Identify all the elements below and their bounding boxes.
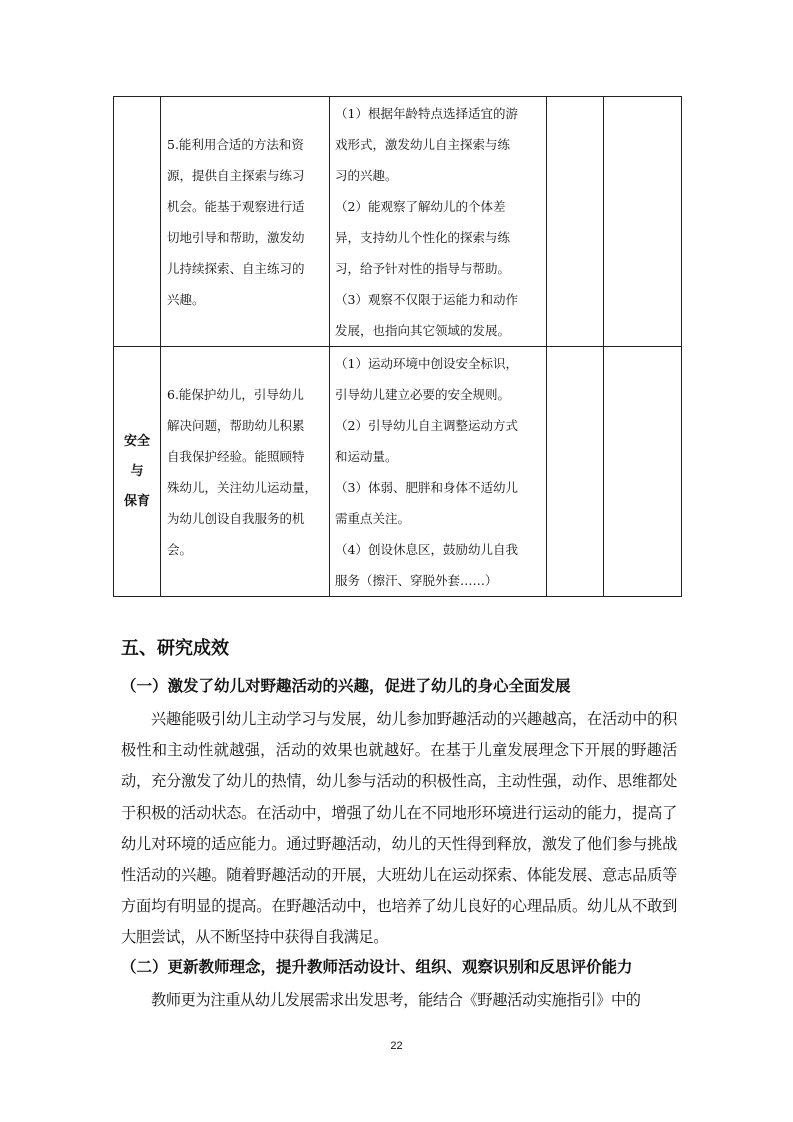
dimension-cell (114, 347, 161, 597)
behavior-item: （1）根据年龄特点选择适宜的游 戏形式，激发幼儿自主探索与练 习的兴趣。 (335, 105, 518, 183)
behavior-cell (330, 97, 547, 347)
dimension-cell (114, 97, 161, 347)
behavior-item: （2）能观察了解幼儿的个体差 异，支持幼儿个性化的探索与练 习，给予针对性的指导与帮助。 (335, 198, 511, 276)
dimension-label: 保育 (123, 493, 150, 509)
sub-heading: （二）更新教师理念，提升教师活动设计、组织、观察识别和反思评价能力 (121, 958, 633, 976)
section-title: 五、研究成效 (121, 638, 229, 659)
indicator-cell (161, 347, 330, 597)
table-row (114, 347, 682, 597)
empty-cell (604, 347, 682, 597)
empty-cell (547, 97, 604, 347)
table-row (114, 97, 682, 347)
behavior-item: （2）引导幼儿自主调整运动方式 和运动量。 (335, 417, 518, 464)
indicator-cell (161, 97, 330, 347)
body-paragraph: 教师更为注重从幼儿发展需求出发思考，能结合《野趣活动实施指引》中的 (151, 991, 641, 1009)
empty-cell (547, 347, 604, 597)
dimension-label: 安全 (123, 433, 150, 449)
empty-cell (604, 97, 682, 347)
behavior-item: （1）运动环境中创设安全标识， 引导幼儿建立必要的安全规则。 (335, 355, 518, 402)
page-number: 22 (390, 1040, 403, 1052)
behavior-item: （4）创设休息区，鼓励幼儿自我 服务（擦汗、穿脱外套……） (335, 541, 518, 588)
indicator-text: 5.能利用合适的方法和资 源，提供自主探索与练习 机会。能基于观察进行适 切地引导和帮助，激发幼 儿持续探索、自主练习的 兴趣。 (167, 136, 305, 307)
dimension-label: 与 (130, 463, 144, 479)
sub-heading: （一）激发了幼儿对野趣活动的兴趣，促进了幼儿的身心全面发展 (121, 677, 571, 695)
indicator-text: 6.能保护幼儿，引导幼儿 解决问题，帮助幼儿积累 自我保护经验。能照顾特 殊幼儿，关注幼儿运动量， 为幼儿创设自我服务的机 会。 (167, 386, 318, 557)
evaluation-table (113, 96, 682, 597)
behavior-item: （3）观察不仅限于运能力和动作 发展，也指向其它领域的发展。 (335, 291, 518, 338)
body-paragraph: 兴趣能吸引幼儿主动学习与发展，幼儿参加野趣活动的兴趣越高，在活动中的积极性和主动性就越强，活动的效果也就越好。在基于儿童发展理念下开展的野趣活动，充分激发了幼儿的热情，幼儿参与活动的积极性高，主动性强，动作、思维都处于积极的活动状态。在活动中，增强了幼儿在不同地形环境进行运动的能力，提高了幼儿对环境的适应能力。通过野趣活动，幼儿的天性得到释放，激发了他们参与挑战性活动的兴趣。随着野趣活动的开展，大班幼儿在运动探索、体能发展、意志品质等方面均有明显的提高。在野趣活动中，也培养了幼儿良好的心理品质。幼儿从不敢到大胆尝试，从不断坚持中获得自我满足。 (121, 710, 677, 947)
behavior-cell (330, 347, 547, 597)
behavior-item: （3）体弱、肥胖和身体不适幼儿 需重点关注。 (335, 479, 518, 526)
